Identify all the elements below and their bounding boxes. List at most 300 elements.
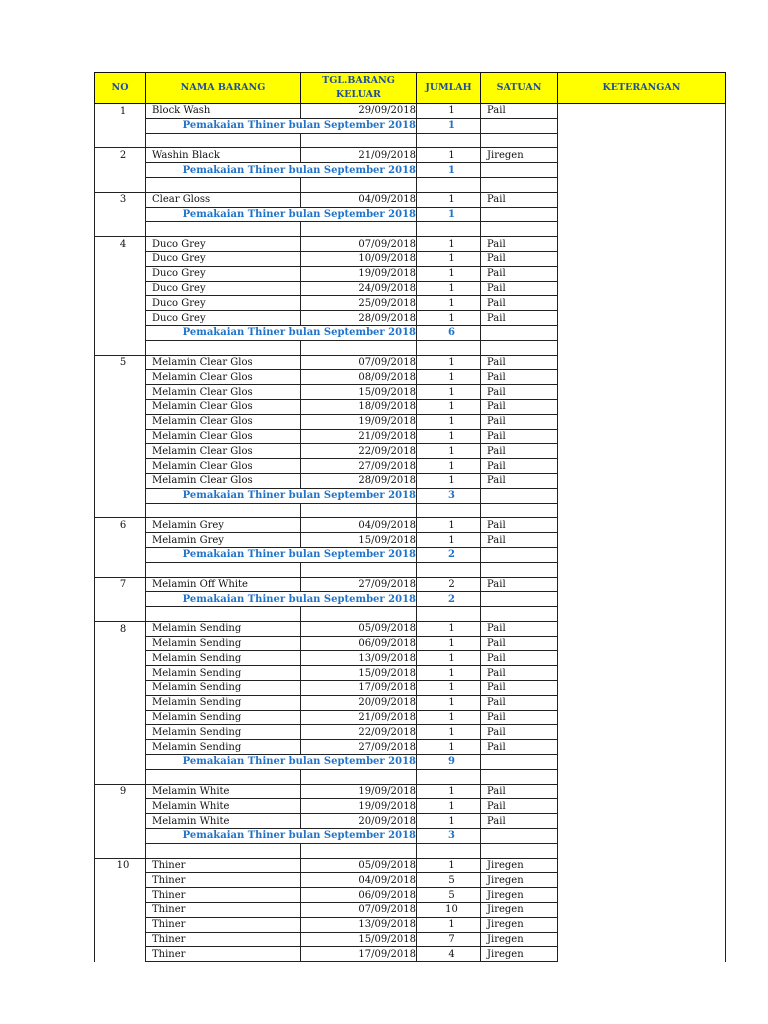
cell-jumlah[interactable]: 10 — [417, 903, 481, 918]
cell-nama-barang[interactable]: Melamin Clear Glos — [146, 385, 301, 400]
cell-jumlah[interactable]: 1 — [417, 296, 481, 311]
cell-nama-barang[interactable]: Duco Grey — [146, 311, 301, 326]
cell-jumlah[interactable]: 1 — [417, 104, 481, 119]
cell-nama-barang[interactable]: Block Wash — [146, 104, 301, 119]
cell-satuan[interactable]: Jiregen — [481, 917, 558, 932]
cell-tgl-keluar[interactable]: 19/09/2018 — [301, 784, 417, 799]
cell-satuan[interactable] — [481, 222, 558, 237]
cell-tgl-keluar[interactable]: 25/09/2018 — [301, 296, 417, 311]
cell-satuan[interactable]: Jiregen — [481, 873, 558, 888]
cell-nama-barang[interactable]: Thiner — [146, 888, 301, 903]
cell-keterangan[interactable] — [558, 621, 726, 636]
cell-nama-barang[interactable]: Melamin Clear Glos — [146, 399, 301, 414]
cell-satuan[interactable] — [481, 769, 558, 784]
cell-nama-barang[interactable]: Melamin Clear Glos — [146, 355, 301, 370]
cell-keterangan[interactable] — [558, 784, 726, 799]
cell-tgl-keluar[interactable]: 19/09/2018 — [301, 266, 417, 281]
cell-nama-barang[interactable]: Melamin Clear Glos — [146, 473, 301, 488]
cell-keterangan[interactable] — [558, 755, 726, 770]
cell-keterangan[interactable] — [558, 133, 726, 148]
cell-jumlah[interactable]: 1 — [417, 414, 481, 429]
cell-keterangan[interactable] — [558, 858, 726, 873]
cell-nama-barang[interactable] — [146, 843, 301, 858]
cell-no[interactable] — [95, 888, 146, 903]
cell-no[interactable] — [95, 340, 146, 355]
cell-keterangan[interactable] — [558, 370, 726, 385]
cell-tgl-keluar[interactable]: 13/09/2018 — [301, 651, 417, 666]
cell-nama-barang[interactable]: Duco Grey — [146, 296, 301, 311]
cell-keterangan[interactable] — [558, 577, 726, 592]
cell-no[interactable] — [95, 414, 146, 429]
cell-jumlah[interactable] — [417, 340, 481, 355]
cell-nama-barang[interactable]: Thiner — [146, 858, 301, 873]
cell-nama-barang[interactable]: Melamin Sending — [146, 740, 301, 755]
cell-tgl-keluar[interactable] — [301, 177, 417, 192]
cell-satuan[interactable]: Pail — [481, 681, 558, 696]
cell-tgl-keluar[interactable] — [301, 607, 417, 622]
cell-nama-barang[interactable] — [146, 177, 301, 192]
cell-tgl-keluar[interactable] — [301, 562, 417, 577]
cell-satuan[interactable]: Pail — [481, 399, 558, 414]
cell-tgl-keluar[interactable] — [301, 503, 417, 518]
cell-jumlah[interactable]: 1 — [417, 710, 481, 725]
cell-tgl-keluar[interactable]: 27/09/2018 — [301, 459, 417, 474]
cell-jumlah[interactable] — [417, 843, 481, 858]
cell-no[interactable] — [95, 207, 146, 222]
cell-no[interactable] — [95, 873, 146, 888]
cell-satuan[interactable]: Pail — [481, 621, 558, 636]
header-satuan[interactable]: SATUAN — [481, 73, 558, 104]
cell-nama-barang[interactable] — [146, 340, 301, 355]
cell-tgl-keluar[interactable]: 07/09/2018 — [301, 355, 417, 370]
cell-keterangan[interactable] — [558, 799, 726, 814]
cell-jumlah[interactable]: 1 — [417, 385, 481, 400]
cell-tgl-keluar[interactable]: 08/09/2018 — [301, 370, 417, 385]
cell-keterangan[interactable] — [558, 518, 726, 533]
cell-jumlah[interactable]: 1 — [417, 459, 481, 474]
cell-satuan[interactable]: Pail — [481, 518, 558, 533]
cell-jumlah[interactable] — [417, 177, 481, 192]
cell-no[interactable] — [95, 843, 146, 858]
header-nama-barang[interactable]: NAMA BARANG — [146, 73, 301, 104]
cell-nama-barang[interactable]: Thiner — [146, 932, 301, 947]
cell-nama-barang[interactable]: Melamin Grey — [146, 533, 301, 548]
cell-satuan[interactable] — [481, 755, 558, 770]
cell-satuan[interactable] — [481, 607, 558, 622]
cell-nama-barang[interactable]: Duco Grey — [146, 281, 301, 296]
cell-jumlah[interactable] — [417, 607, 481, 622]
cell-keterangan[interactable] — [558, 888, 726, 903]
cell-satuan[interactable] — [481, 503, 558, 518]
cell-jumlah[interactable]: 7 — [417, 932, 481, 947]
cell-satuan[interactable] — [481, 325, 558, 340]
cell-no[interactable] — [95, 710, 146, 725]
cell-no[interactable] — [95, 281, 146, 296]
cell-satuan[interactable]: Pail — [481, 414, 558, 429]
cell-no[interactable] — [95, 814, 146, 829]
cell-satuan[interactable]: Pail — [481, 296, 558, 311]
cell-keterangan[interactable] — [558, 355, 726, 370]
cell-satuan[interactable]: Pail — [481, 281, 558, 296]
cell-no[interactable] — [95, 429, 146, 444]
header-tgl-keluar[interactable]: TGL.BARANG KELUAR — [301, 73, 417, 104]
header-jumlah[interactable]: JUMLAH — [417, 73, 481, 104]
cell-tgl-keluar[interactable]: 19/09/2018 — [301, 414, 417, 429]
cell-tgl-keluar[interactable]: 06/09/2018 — [301, 888, 417, 903]
cell-no[interactable] — [95, 917, 146, 932]
cell-satuan[interactable]: Pail — [481, 192, 558, 207]
cell-nama-barang[interactable]: Melamin Clear Glos — [146, 429, 301, 444]
cell-keterangan[interactable] — [558, 473, 726, 488]
cell-tgl-keluar[interactable]: 21/09/2018 — [301, 710, 417, 725]
cell-no[interactable] — [95, 681, 146, 696]
cell-nama-barang[interactable]: Melamin Clear Glos — [146, 414, 301, 429]
cell-satuan[interactable]: Pail — [481, 695, 558, 710]
cell-keterangan[interactable] — [558, 281, 726, 296]
cell-satuan[interactable]: Pail — [481, 473, 558, 488]
cell-keterangan[interactable] — [558, 592, 726, 607]
cell-tgl-keluar[interactable]: 24/09/2018 — [301, 281, 417, 296]
cell-satuan[interactable] — [481, 562, 558, 577]
cell-nama-barang[interactable]: Melamin Grey — [146, 518, 301, 533]
cell-nama-barang[interactable]: Washin Black — [146, 148, 301, 163]
cell-no[interactable] — [95, 459, 146, 474]
cell-no[interactable]: 1 — [95, 104, 146, 119]
cell-nama-barang[interactable]: Melamin White — [146, 814, 301, 829]
cell-tgl-keluar[interactable]: 04/09/2018 — [301, 192, 417, 207]
cell-jumlah[interactable]: 1 — [417, 266, 481, 281]
cell-keterangan[interactable] — [558, 503, 726, 518]
cell-tgl-keluar[interactable]: 22/09/2018 — [301, 444, 417, 459]
cell-jumlah[interactable]: 1 — [417, 311, 481, 326]
cell-tgl-keluar[interactable]: 05/09/2018 — [301, 621, 417, 636]
cell-nama-barang[interactable]: Thiner — [146, 947, 301, 962]
cell-tgl-keluar[interactable]: 18/09/2018 — [301, 399, 417, 414]
cell-nama-barang[interactable]: Melamin Off White — [146, 577, 301, 592]
cell-no[interactable]: 2 — [95, 148, 146, 163]
cell-nama-barang[interactable]: Melamin Sending — [146, 636, 301, 651]
cell-tgl-keluar[interactable]: 21/09/2018 — [301, 429, 417, 444]
cell-jumlah[interactable]: 1 — [417, 666, 481, 681]
cell-jumlah[interactable]: 5 — [417, 888, 481, 903]
cell-satuan[interactable] — [481, 207, 558, 222]
cell-nama-barang[interactable]: Melamin White — [146, 784, 301, 799]
cell-keterangan[interactable] — [558, 222, 726, 237]
cell-tgl-keluar[interactable]: 29/09/2018 — [301, 104, 417, 119]
cell-satuan[interactable]: Pail — [481, 355, 558, 370]
cell-nama-barang[interactable]: Duco Grey — [146, 251, 301, 266]
cell-jumlah[interactable]: 1 — [417, 148, 481, 163]
cell-satuan[interactable]: Pail — [481, 814, 558, 829]
cell-nama-barang[interactable]: Melamin Sending — [146, 710, 301, 725]
cell-satuan[interactable]: Jiregen — [481, 932, 558, 947]
cell-keterangan[interactable] — [558, 104, 726, 119]
cell-keterangan[interactable] — [558, 562, 726, 577]
cell-keterangan[interactable] — [558, 237, 726, 252]
cell-keterangan[interactable] — [558, 266, 726, 281]
cell-keterangan[interactable] — [558, 251, 726, 266]
cell-nama-barang[interactable]: Melamin Sending — [146, 651, 301, 666]
cell-keterangan[interactable] — [558, 607, 726, 622]
cell-nama-barang[interactable]: Melamin Clear Glos — [146, 459, 301, 474]
cell-satuan[interactable]: Pail — [481, 237, 558, 252]
cell-tgl-keluar[interactable] — [301, 340, 417, 355]
cell-tgl-keluar[interactable]: 22/09/2018 — [301, 725, 417, 740]
cell-jumlah[interactable]: 1 — [417, 681, 481, 696]
cell-satuan[interactable]: Pail — [481, 577, 558, 592]
cell-keterangan[interactable] — [558, 947, 726, 962]
cell-tgl-keluar[interactable]: 17/09/2018 — [301, 947, 417, 962]
cell-keterangan[interactable] — [558, 414, 726, 429]
cell-no[interactable]: 7 — [95, 577, 146, 592]
cell-satuan[interactable]: Pail — [481, 459, 558, 474]
cell-jumlah[interactable]: 1 — [417, 281, 481, 296]
cell-jumlah[interactable]: 1 — [417, 533, 481, 548]
cell-no[interactable] — [95, 932, 146, 947]
cell-satuan[interactable]: Pail — [481, 385, 558, 400]
cell-no[interactable] — [95, 296, 146, 311]
cell-tgl-keluar[interactable]: 17/09/2018 — [301, 681, 417, 696]
cell-jumlah[interactable]: 1 — [417, 237, 481, 252]
cell-keterangan[interactable] — [558, 740, 726, 755]
cell-nama-barang[interactable]: Thiner — [146, 917, 301, 932]
cell-no[interactable] — [95, 799, 146, 814]
cell-keterangan[interactable] — [558, 547, 726, 562]
cell-tgl-keluar[interactable] — [301, 133, 417, 148]
cell-keterangan[interactable] — [558, 843, 726, 858]
cell-jumlah[interactable] — [417, 133, 481, 148]
cell-no[interactable] — [95, 385, 146, 400]
cell-keterangan[interactable] — [558, 385, 726, 400]
cell-keterangan[interactable] — [558, 429, 726, 444]
cell-satuan[interactable] — [481, 163, 558, 178]
cell-tgl-keluar[interactable]: 21/09/2018 — [301, 148, 417, 163]
cell-tgl-keluar[interactable]: 07/09/2018 — [301, 237, 417, 252]
cell-keterangan[interactable] — [558, 651, 726, 666]
cell-no[interactable] — [95, 444, 146, 459]
cell-nama-barang[interactable]: Melamin Sending — [146, 681, 301, 696]
cell-satuan[interactable]: Pail — [481, 311, 558, 326]
cell-satuan[interactable] — [481, 829, 558, 844]
cell-no[interactable] — [95, 740, 146, 755]
cell-no[interactable] — [95, 695, 146, 710]
cell-nama-barang[interactable]: Melamin Clear Glos — [146, 444, 301, 459]
cell-jumlah[interactable]: 1 — [417, 444, 481, 459]
cell-satuan[interactable]: Jiregen — [481, 858, 558, 873]
cell-keterangan[interactable] — [558, 399, 726, 414]
cell-no[interactable] — [95, 370, 146, 385]
cell-satuan[interactable] — [481, 118, 558, 133]
cell-satuan[interactable]: Pail — [481, 533, 558, 548]
cell-satuan[interactable] — [481, 592, 558, 607]
cell-keterangan[interactable] — [558, 118, 726, 133]
header-no[interactable]: NO — [95, 73, 146, 104]
cell-tgl-keluar[interactable]: 13/09/2018 — [301, 917, 417, 932]
cell-keterangan[interactable] — [558, 340, 726, 355]
cell-jumlah[interactable]: 1 — [417, 695, 481, 710]
cell-nama-barang[interactable]: Melamin Sending — [146, 725, 301, 740]
cell-keterangan[interactable] — [558, 695, 726, 710]
cell-nama-barang[interactable] — [146, 769, 301, 784]
cell-satuan[interactable]: Pail — [481, 784, 558, 799]
cell-satuan[interactable] — [481, 843, 558, 858]
cell-tgl-keluar[interactable] — [301, 769, 417, 784]
cell-satuan[interactable]: Pail — [481, 444, 558, 459]
cell-keterangan[interactable] — [558, 163, 726, 178]
cell-jumlah[interactable]: 1 — [417, 740, 481, 755]
cell-no[interactable] — [95, 755, 146, 770]
cell-jumlah[interactable] — [417, 222, 481, 237]
cell-keterangan[interactable] — [558, 725, 726, 740]
cell-satuan[interactable]: Pail — [481, 370, 558, 385]
cell-jumlah[interactable]: 1 — [417, 725, 481, 740]
cell-no[interactable] — [95, 562, 146, 577]
cell-no[interactable]: 4 — [95, 237, 146, 252]
cell-nama-barang[interactable]: Melamin Clear Glos — [146, 370, 301, 385]
cell-jumlah[interactable]: 2 — [417, 577, 481, 592]
cell-nama-barang[interactable]: Clear Gloss — [146, 192, 301, 207]
cell-keterangan[interactable] — [558, 769, 726, 784]
cell-no[interactable]: 8 — [95, 621, 146, 636]
cell-jumlah[interactable]: 1 — [417, 651, 481, 666]
cell-tgl-keluar[interactable]: 15/09/2018 — [301, 385, 417, 400]
cell-tgl-keluar[interactable]: 19/09/2018 — [301, 799, 417, 814]
cell-tgl-keluar[interactable]: 27/09/2018 — [301, 740, 417, 755]
cell-jumlah[interactable] — [417, 562, 481, 577]
cell-no[interactable] — [95, 325, 146, 340]
cell-satuan[interactable]: Jiregen — [481, 947, 558, 962]
cell-keterangan[interactable] — [558, 488, 726, 503]
cell-no[interactable] — [95, 903, 146, 918]
cell-no[interactable] — [95, 636, 146, 651]
cell-keterangan[interactable] — [558, 533, 726, 548]
cell-satuan[interactable]: Pail — [481, 651, 558, 666]
cell-no[interactable]: 10 — [95, 858, 146, 873]
cell-jumlah[interactable]: 5 — [417, 873, 481, 888]
cell-tgl-keluar[interactable]: 20/09/2018 — [301, 695, 417, 710]
cell-satuan[interactable]: Pail — [481, 266, 558, 281]
cell-satuan[interactable]: Jiregen — [481, 148, 558, 163]
cell-tgl-keluar[interactable]: 28/09/2018 — [301, 311, 417, 326]
cell-satuan[interactable]: Pail — [481, 251, 558, 266]
cell-jumlah[interactable]: 1 — [417, 251, 481, 266]
cell-keterangan[interactable] — [558, 325, 726, 340]
cell-jumlah[interactable]: 1 — [417, 473, 481, 488]
cell-jumlah[interactable]: 1 — [417, 355, 481, 370]
cell-no[interactable]: 3 — [95, 192, 146, 207]
cell-satuan[interactable] — [481, 177, 558, 192]
cell-satuan[interactable] — [481, 133, 558, 148]
cell-no[interactable] — [95, 592, 146, 607]
cell-keterangan[interactable] — [558, 192, 726, 207]
cell-satuan[interactable]: Pail — [481, 710, 558, 725]
cell-jumlah[interactable] — [417, 769, 481, 784]
cell-keterangan[interactable] — [558, 917, 726, 932]
cell-keterangan[interactable] — [558, 873, 726, 888]
cell-no[interactable] — [95, 311, 146, 326]
cell-tgl-keluar[interactable]: 05/09/2018 — [301, 858, 417, 873]
cell-no[interactable] — [95, 947, 146, 962]
cell-no[interactable] — [95, 177, 146, 192]
cell-nama-barang[interactable]: Thiner — [146, 903, 301, 918]
cell-tgl-keluar[interactable]: 15/09/2018 — [301, 932, 417, 947]
cell-satuan[interactable]: Jiregen — [481, 888, 558, 903]
cell-no[interactable] — [95, 266, 146, 281]
cell-satuan[interactable]: Pail — [481, 104, 558, 119]
cell-satuan[interactable] — [481, 547, 558, 562]
cell-tgl-keluar[interactable]: 27/09/2018 — [301, 577, 417, 592]
cell-keterangan[interactable] — [558, 829, 726, 844]
cell-jumlah[interactable]: 1 — [417, 784, 481, 799]
cell-jumlah[interactable]: 1 — [417, 429, 481, 444]
cell-tgl-keluar[interactable]: 15/09/2018 — [301, 666, 417, 681]
cell-nama-barang[interactable] — [146, 607, 301, 622]
cell-nama-barang[interactable]: Duco Grey — [146, 266, 301, 281]
cell-jumlah[interactable]: 1 — [417, 814, 481, 829]
cell-jumlah[interactable]: 1 — [417, 399, 481, 414]
cell-satuan[interactable] — [481, 488, 558, 503]
cell-no[interactable] — [95, 488, 146, 503]
cell-jumlah[interactable] — [417, 503, 481, 518]
cell-satuan[interactable]: Pail — [481, 636, 558, 651]
cell-keterangan[interactable] — [558, 207, 726, 222]
cell-no[interactable] — [95, 829, 146, 844]
cell-no[interactable] — [95, 725, 146, 740]
cell-keterangan[interactable] — [558, 710, 726, 725]
cell-no[interactable] — [95, 473, 146, 488]
cell-jumlah[interactable]: 1 — [417, 917, 481, 932]
cell-no[interactable]: 5 — [95, 355, 146, 370]
cell-tgl-keluar[interactable] — [301, 222, 417, 237]
cell-tgl-keluar[interactable]: 28/09/2018 — [301, 473, 417, 488]
cell-jumlah[interactable]: 1 — [417, 636, 481, 651]
cell-jumlah[interactable]: 1 — [417, 518, 481, 533]
header-keterangan[interactable]: KETERANGAN — [558, 73, 726, 104]
cell-satuan[interactable]: Pail — [481, 725, 558, 740]
cell-keterangan[interactable] — [558, 444, 726, 459]
cell-no[interactable] — [95, 533, 146, 548]
cell-keterangan[interactable] — [558, 148, 726, 163]
cell-no[interactable] — [95, 133, 146, 148]
cell-tgl-keluar[interactable]: 07/09/2018 — [301, 903, 417, 918]
cell-keterangan[interactable] — [558, 636, 726, 651]
cell-keterangan[interactable] — [558, 681, 726, 696]
cell-no[interactable] — [95, 666, 146, 681]
cell-tgl-keluar[interactable]: 15/09/2018 — [301, 533, 417, 548]
cell-keterangan[interactable] — [558, 903, 726, 918]
cell-nama-barang[interactable]: Melamin Sending — [146, 621, 301, 636]
cell-tgl-keluar[interactable]: 20/09/2018 — [301, 814, 417, 829]
cell-no[interactable] — [95, 651, 146, 666]
cell-no[interactable] — [95, 118, 146, 133]
cell-no[interactable] — [95, 222, 146, 237]
cell-tgl-keluar[interactable]: 04/09/2018 — [301, 873, 417, 888]
cell-satuan[interactable]: Pail — [481, 740, 558, 755]
cell-jumlah[interactable]: 1 — [417, 621, 481, 636]
cell-nama-barang[interactable]: Melamin White — [146, 799, 301, 814]
cell-keterangan[interactable] — [558, 177, 726, 192]
cell-tgl-keluar[interactable] — [301, 843, 417, 858]
cell-keterangan[interactable] — [558, 814, 726, 829]
cell-keterangan[interactable] — [558, 459, 726, 474]
cell-no[interactable]: 6 — [95, 518, 146, 533]
cell-satuan[interactable] — [481, 340, 558, 355]
cell-nama-barang[interactable] — [146, 222, 301, 237]
cell-keterangan[interactable] — [558, 932, 726, 947]
cell-nama-barang[interactable]: Thiner — [146, 873, 301, 888]
cell-no[interactable] — [95, 769, 146, 784]
cell-satuan[interactable]: Pail — [481, 799, 558, 814]
